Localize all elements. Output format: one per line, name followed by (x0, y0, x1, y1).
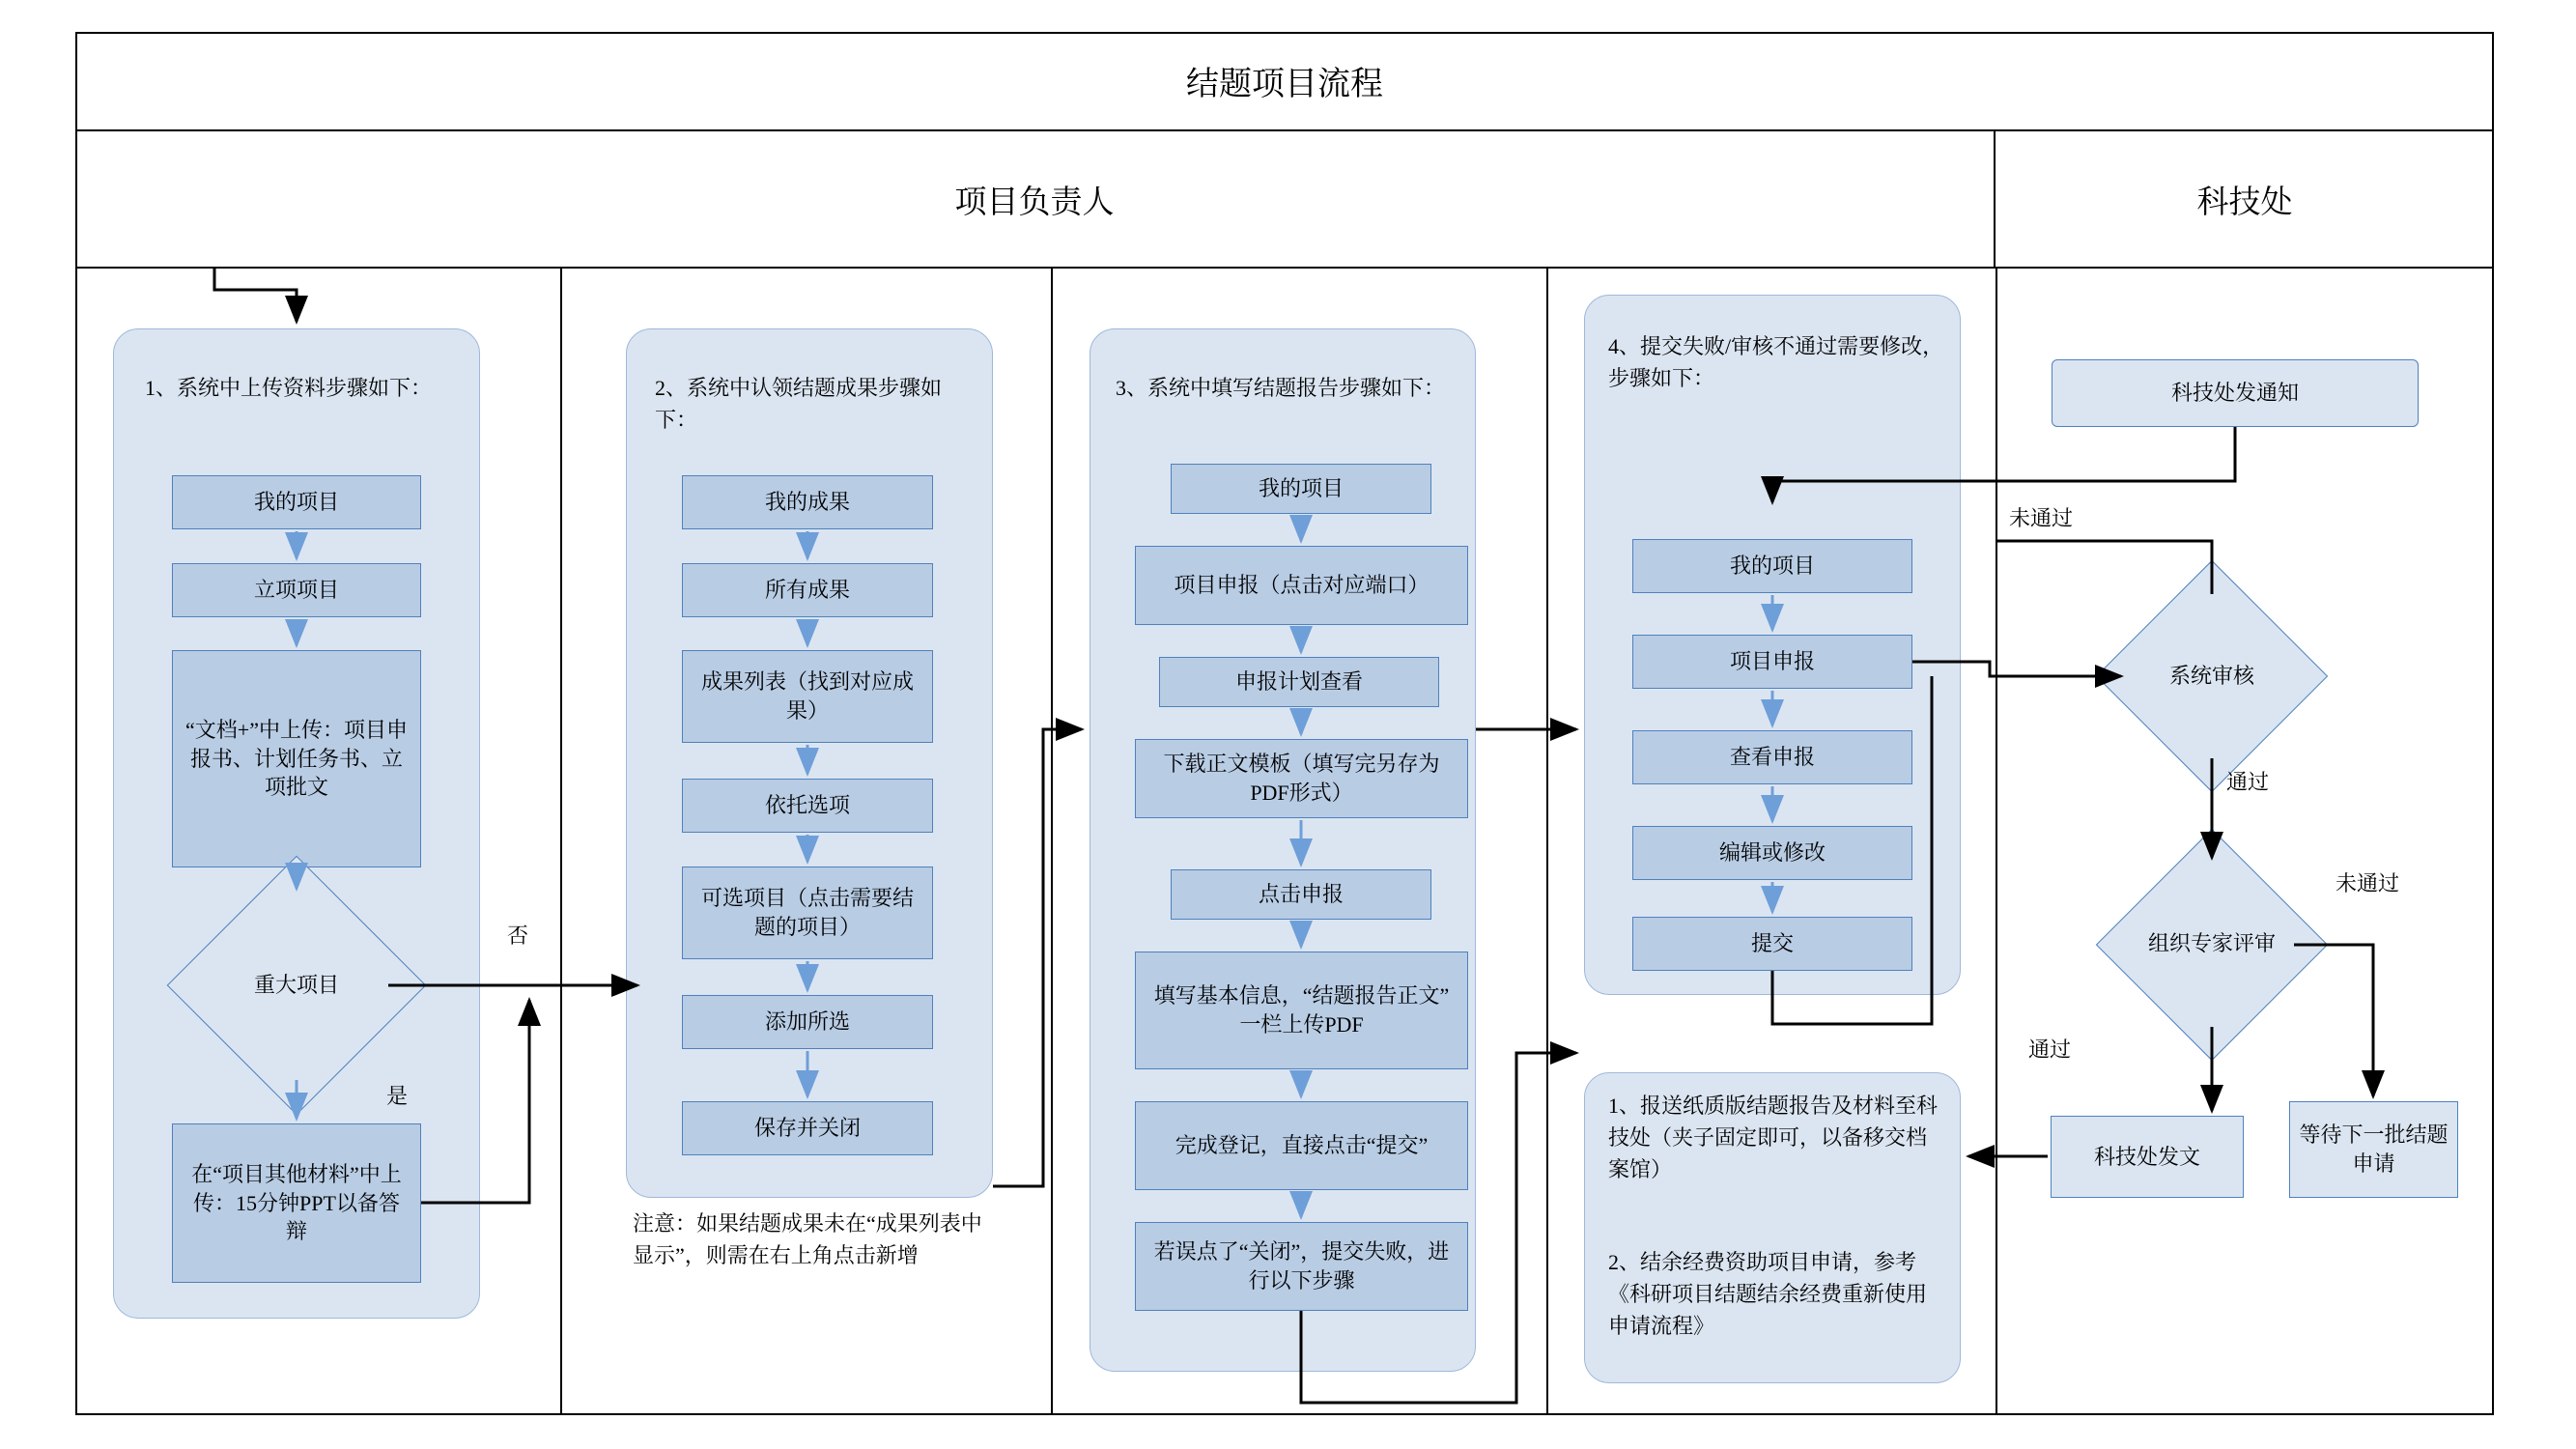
c3-step-download-template[interactable] (1135, 739, 1468, 818)
c2-step-achievement-list[interactable] (682, 650, 933, 743)
c3-step-click-declare[interactable]: 点击申报 (1171, 869, 1431, 920)
lane-divider-4 (1996, 269, 1997, 1415)
c2-note: 注意：如果结题成果未在“成果列表中显示”，则需在右上角点击新增 (633, 1211, 982, 1267)
c1-step-upload-docs[interactable] (172, 650, 421, 867)
c2-step-selectable-projects-label: 可选项目（点击需要结题的项目） (700, 886, 914, 939)
expert-review-label (2106, 898, 2318, 990)
column-2-heading: 2、系统中认领结题成果步骤如下： (655, 376, 943, 432)
c3-step-my-projects[interactable]: 我的项目 (1171, 464, 1431, 514)
lane-divider-3 (1546, 269, 1548, 1415)
column-4-heading: 4、提交失败/审核不通过需要修改，步骤如下： (1608, 334, 1944, 390)
lane-header-band (75, 131, 2494, 269)
c2-step-achievement-list-label: 成果列表（找到对应成果） (700, 669, 914, 723)
c3-step-submit-failed[interactable] (1135, 1222, 1468, 1311)
column-1-heading: 1、系统中上传资料步骤如下： (145, 376, 433, 400)
c1-branch-yes-label: 是 (386, 1084, 409, 1108)
c4-step-view-declaration[interactable]: 查看申报 (1632, 730, 1912, 784)
c1-step-upload-docs-label: “文档+”中上传：项目申报书、计划任务书、立项批文 (185, 717, 408, 800)
c2-step-selectable-projects[interactable] (682, 867, 933, 959)
c2-step-my-achievements[interactable]: 我的成果 (682, 475, 933, 529)
c1-step-my-projects[interactable]: 我的项目 (172, 475, 421, 529)
c3-step-fill-basic-info-label: 填写基本信息，“结题报告正文”一栏上传PDF (1153, 983, 1450, 1037)
page-title: 结题项目流程 (1186, 67, 1383, 102)
c4-note-2: 2、结余经费资助项目申请，参考《科研项目结题结余经费重新使用申请流程》 (1608, 1250, 1928, 1338)
lane-header-tech-office (1996, 131, 2494, 267)
c3-step-complete-submit-label: 完成登记，直接点击“提交” (1175, 1133, 1429, 1158)
c2-step-save-and-close[interactable]: 保存并关闭 (682, 1101, 933, 1155)
c4-step-submit[interactable]: 提交 (1632, 917, 1912, 971)
c4-step-my-projects[interactable]: 我的项目 (1632, 539, 1912, 593)
c2-step-all-achievements[interactable]: 所有成果 (682, 563, 933, 617)
c3-step-project-declaration-label: 项目申报（点击对应端口） (1174, 573, 1430, 598)
system-review-fail-label: 未通过 (2009, 506, 2074, 530)
c3-step-view-plan[interactable]: 申报计划查看 (1159, 657, 1439, 707)
expert-review-pass-label: 通过 (2028, 1037, 2072, 1062)
expert-review-fail-label: 未通过 (2335, 871, 2400, 895)
c3-step-project-declaration[interactable] (1135, 546, 1468, 625)
c4-step-edit-or-modify[interactable]: 编辑或修改 (1632, 826, 1912, 880)
lane-label-project-leader: 项目负责人 (954, 185, 1115, 220)
tech-office-notice[interactable]: 科技处发通知 (2052, 359, 2419, 427)
c2-step-add-selected[interactable]: 添加所选 (682, 995, 933, 1049)
expert-review-text: 组织专家评审 (2147, 931, 2276, 956)
tech-office-issue-doc[interactable]: 科技处发文 (2051, 1116, 2244, 1198)
lane-divider-2 (1051, 269, 1053, 1415)
c1-decision-major-project-label: 重大项目 (253, 972, 339, 997)
lane-divider-1 (560, 269, 562, 1415)
c2-step-dependency-option[interactable]: 依托选项 (682, 779, 933, 833)
wait-next-batch[interactable] (2289, 1101, 2458, 1198)
c3-step-submit-failed-label: 若误点了“关闭”，提交失败，进行以下步骤 (1153, 1239, 1450, 1293)
c1-branch-no-label: 否 (507, 923, 529, 948)
group-column-2 (626, 328, 993, 1198)
c4-step-project-declaration[interactable]: 项目申报 (1632, 635, 1912, 689)
c3-step-complete-submit[interactable] (1135, 1101, 1468, 1190)
system-review-pass-label: 通过 (2226, 770, 2270, 794)
c3-step-download-template-label: 下载正文模板（填写完另存为PDF形式） (1163, 752, 1440, 805)
wait-next-batch-label: 等待下一批结题申请 (2299, 1122, 2449, 1176)
c1-step-approved-projects[interactable]: 立项项目 (172, 563, 421, 617)
c1-step-upload-ppt[interactable] (172, 1123, 421, 1283)
c4-note-1: 1、报送纸质版结题报告及材料至科技处（夹子固定即可，以备移交档案馆） (1608, 1094, 1939, 1181)
lane-label-tech-office: 科技处 (2196, 185, 2293, 220)
c3-step-fill-basic-info[interactable] (1135, 952, 1468, 1069)
lane-header-project-leader (75, 131, 1996, 267)
diagram-title-band (75, 32, 2494, 131)
column-3-heading: 3、系统中填写结题报告步骤如下： (1116, 376, 1446, 400)
c1-step-upload-ppt-label: 在“项目其他材料”中上传：15分钟PPT以备答辩 (191, 1161, 402, 1244)
system-review-label: 系统审核 (2168, 663, 2254, 688)
